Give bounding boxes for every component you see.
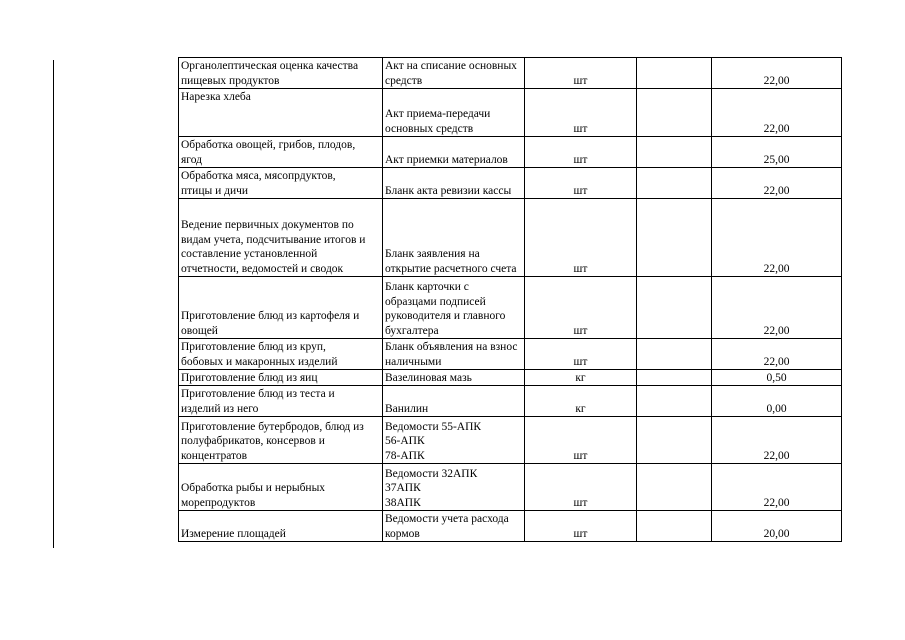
table-row bbox=[179, 277, 842, 339]
extra-cell bbox=[637, 168, 712, 199]
unit-cell: шт bbox=[525, 199, 637, 277]
extra-cell bbox=[637, 58, 712, 89]
unit-cell: шт bbox=[525, 339, 637, 370]
table-row bbox=[179, 386, 842, 417]
document-cell: Бланк карточки с образцами подписей руководителя и главного бухгалтера bbox=[383, 277, 525, 339]
table-row bbox=[179, 464, 842, 511]
document-cell: Бланк заявления на открытие расчетного счета bbox=[383, 199, 525, 277]
extra-cell bbox=[637, 339, 712, 370]
table-row bbox=[179, 199, 842, 277]
unit-cell: шт bbox=[525, 58, 637, 89]
work-cell: Органолептическая оценка качества пищевых продуктов bbox=[179, 58, 383, 89]
extra-cell bbox=[637, 464, 712, 511]
document-cell: Акт приема-передачи основных средств bbox=[383, 89, 525, 137]
work-cell: Обработка мяса, мясопрдуктов, птицы и дичи bbox=[179, 168, 383, 199]
value-cell: 22,00 bbox=[712, 464, 842, 511]
value-cell: 22,00 bbox=[712, 58, 842, 89]
work-cell: Приготовление блюд из картофеля и овощей bbox=[179, 277, 383, 339]
document-cell: Бланк объявления на взнос наличными bbox=[383, 339, 525, 370]
extra-cell bbox=[637, 386, 712, 417]
value-cell: 22,00 bbox=[712, 199, 842, 277]
work-cell: Измерение площадей bbox=[179, 511, 383, 542]
value-cell: 20,00 bbox=[712, 511, 842, 542]
document-cell: Бланк акта ревизии кассы bbox=[383, 168, 525, 199]
work-cell: Обработка овощей, грибов, плодов, ягод bbox=[179, 137, 383, 168]
unit-cell: шт bbox=[525, 511, 637, 542]
table-row bbox=[179, 89, 842, 137]
value-cell: 22,00 bbox=[712, 277, 842, 339]
unit-cell: кг bbox=[525, 386, 637, 417]
document-cell: Ведомости 55-АПК 56-АПК 78-АПК bbox=[383, 417, 525, 464]
value-cell: 0,00 bbox=[712, 386, 842, 417]
extra-cell bbox=[637, 417, 712, 464]
document-cell: Ведомости учета расхода кормов bbox=[383, 511, 525, 542]
unit-cell: шт bbox=[525, 168, 637, 199]
value-cell: 22,00 bbox=[712, 339, 842, 370]
table-row bbox=[179, 58, 842, 89]
value-cell: 25,00 bbox=[712, 137, 842, 168]
unit-cell: шт bbox=[525, 417, 637, 464]
work-cell: Приготовление блюд из яиц bbox=[179, 370, 383, 386]
extra-cell bbox=[637, 370, 712, 386]
work-cell: Приготовление блюд из круп, бобовых и макаронных изделий bbox=[179, 339, 383, 370]
value-cell: 22,00 bbox=[712, 168, 842, 199]
document-cell: Акт приемки материалов bbox=[383, 137, 525, 168]
materials-table bbox=[178, 57, 842, 542]
document-cell: Вазелиновая мазь bbox=[383, 370, 525, 386]
extra-cell bbox=[637, 199, 712, 277]
work-cell: Ведение первичных документов по видам учета, подсчитывание итогов и составление установленной отчетности, ведомостей и сводок bbox=[179, 199, 383, 277]
unit-cell: кг bbox=[525, 370, 637, 386]
unit-cell: шт bbox=[525, 277, 637, 339]
unit-cell: шт bbox=[525, 464, 637, 511]
table-row bbox=[179, 168, 842, 199]
document-cell: Ведомости 32АПК 37АПК 38АПК bbox=[383, 464, 525, 511]
work-cell: Нарезка хлеба bbox=[179, 89, 383, 137]
table-row bbox=[179, 511, 842, 542]
value-cell: 22,00 bbox=[712, 417, 842, 464]
table-row bbox=[179, 370, 842, 386]
work-cell: Обработка рыбы и нерыбных морепродуктов bbox=[179, 464, 383, 511]
table-row bbox=[179, 417, 842, 464]
page-margin-line bbox=[53, 60, 54, 548]
document-cell: Акт на списание основных средств bbox=[383, 58, 525, 89]
document-cell: Ванилин bbox=[383, 386, 525, 417]
extra-cell bbox=[637, 89, 712, 137]
extra-cell bbox=[637, 137, 712, 168]
work-cell: Приготовление блюд из теста и изделий из него bbox=[179, 386, 383, 417]
table-row bbox=[179, 137, 842, 168]
work-cell: Приготовление бутербродов, блюд из полуфабрикатов, консервов и концентратов bbox=[179, 417, 383, 464]
extra-cell bbox=[637, 511, 712, 542]
unit-cell: шт bbox=[525, 89, 637, 137]
value-cell: 22,00 bbox=[712, 89, 842, 137]
value-cell: 0,50 bbox=[712, 370, 842, 386]
extra-cell bbox=[637, 277, 712, 339]
unit-cell: шт bbox=[525, 137, 637, 168]
table-row bbox=[179, 339, 842, 370]
